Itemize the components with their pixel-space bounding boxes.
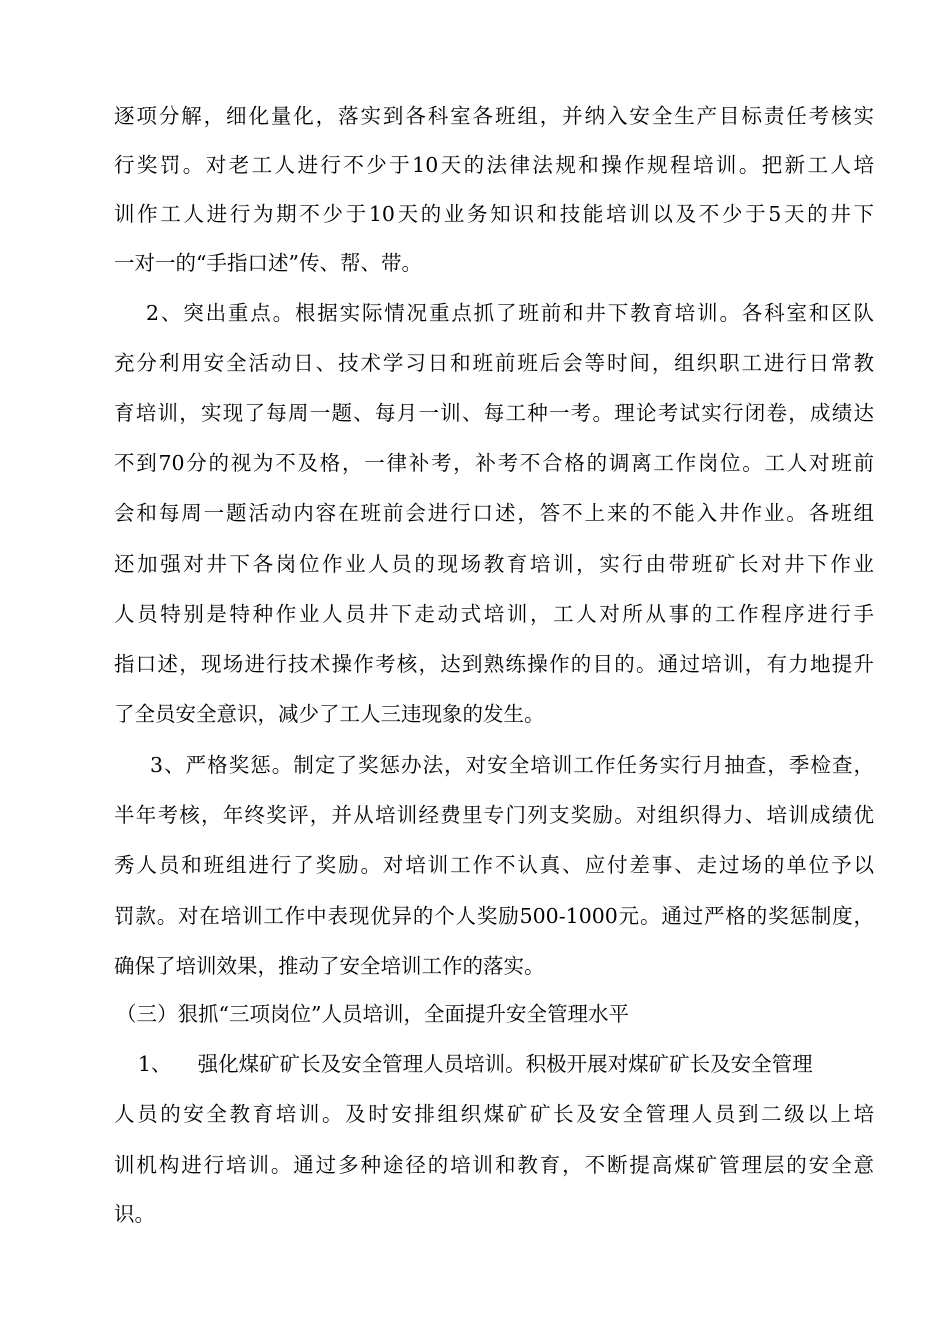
list-item-2-first-line: 2、突出重点。根据实际情况重点抓了班前和井下教育培训。各科室和区队 bbox=[146, 301, 874, 325]
paragraph-line: 逐项分解，细化量化，落实到各科室各班组，并纳入安全生产目标责任考核实 bbox=[114, 104, 874, 128]
paragraph-line: 了全员安全意识，减少了工人三违现象的发生。 bbox=[114, 702, 545, 726]
paragraph-line: 一对一的“手指口述”传、帮、带。 bbox=[114, 251, 422, 275]
paragraph-line: 不到70分的视为不及格，一律补考，补考不合格的调离工作岗位。工人对班前 bbox=[114, 451, 874, 475]
section-heading: （三）狠抓“三项岗位”人员培训，全面提升安全管理水平 bbox=[116, 1002, 629, 1026]
paragraph-line: 半年考核，年终奖评，并从培训经费里专门列支奖励。对组织得力、培训成绩优 bbox=[114, 803, 874, 827]
paragraph-line: 识。 bbox=[114, 1202, 155, 1226]
paragraph-line: 充分利用安全活动日、技术学习日和班前班后会等时间，组织职工进行日常教 bbox=[114, 351, 874, 375]
list-item-3-first-line: 3、严格奖惩。制定了奖惩办法，对安全培训工作任务实行月抽查，季检查， bbox=[150, 753, 874, 777]
list-item-1-first-line: 1、 强化煤矿矿长及安全管理人员培训。积极开展对煤矿矿长及安全管理 bbox=[138, 1052, 813, 1076]
paragraph-line: 会和每周一题活动内容在班前会进行口述，答不上来的不能入井作业。各班组 bbox=[114, 501, 874, 525]
paragraph-line: 确保了培训效果，推动了安全培训工作的落实。 bbox=[114, 954, 545, 978]
paragraph-line: 罚款。对在培训工作中表现优异的个人奖励500-1000元。通过严格的奖惩制度， bbox=[114, 904, 874, 928]
paragraph-line: 秀人员和班组进行了奖励。对培训工作不认真、应付差事、走过场的单位予以 bbox=[114, 853, 874, 877]
paragraph-line: 训机构进行培训。通过多种途径的培训和教育，不断提高煤矿管理层的安全意 bbox=[114, 1153, 874, 1177]
paragraph-line: 训作工人进行为期不少于10天的业务知识和技能培训以及不少于5天的井下 bbox=[114, 202, 874, 226]
paragraph-line: 人员的安全教育培训。及时安排组织煤矿矿长及安全管理人员到二级以上培 bbox=[114, 1102, 874, 1126]
paragraph-line: 还加强对井下各岗位作业人员的现场教育培训，实行由带班矿长对井下作业 bbox=[114, 552, 874, 576]
paragraph-line: 育培训，实现了每周一题、每月一训、每工种一考。理论考试实行闭卷，成绩达 bbox=[114, 401, 874, 425]
paragraph-line: 行奖罚。对老工人进行不少于10天的法律法规和操作规程培训。把新工人培 bbox=[114, 153, 874, 177]
paragraph-line: 指口述，现场进行技术操作考核，达到熟练操作的目的。通过培训，有力地提升 bbox=[114, 652, 874, 676]
paragraph-line: 人员特别是特种作业人员井下走动式培训，工人对所从事的工作程序进行手 bbox=[114, 602, 874, 626]
